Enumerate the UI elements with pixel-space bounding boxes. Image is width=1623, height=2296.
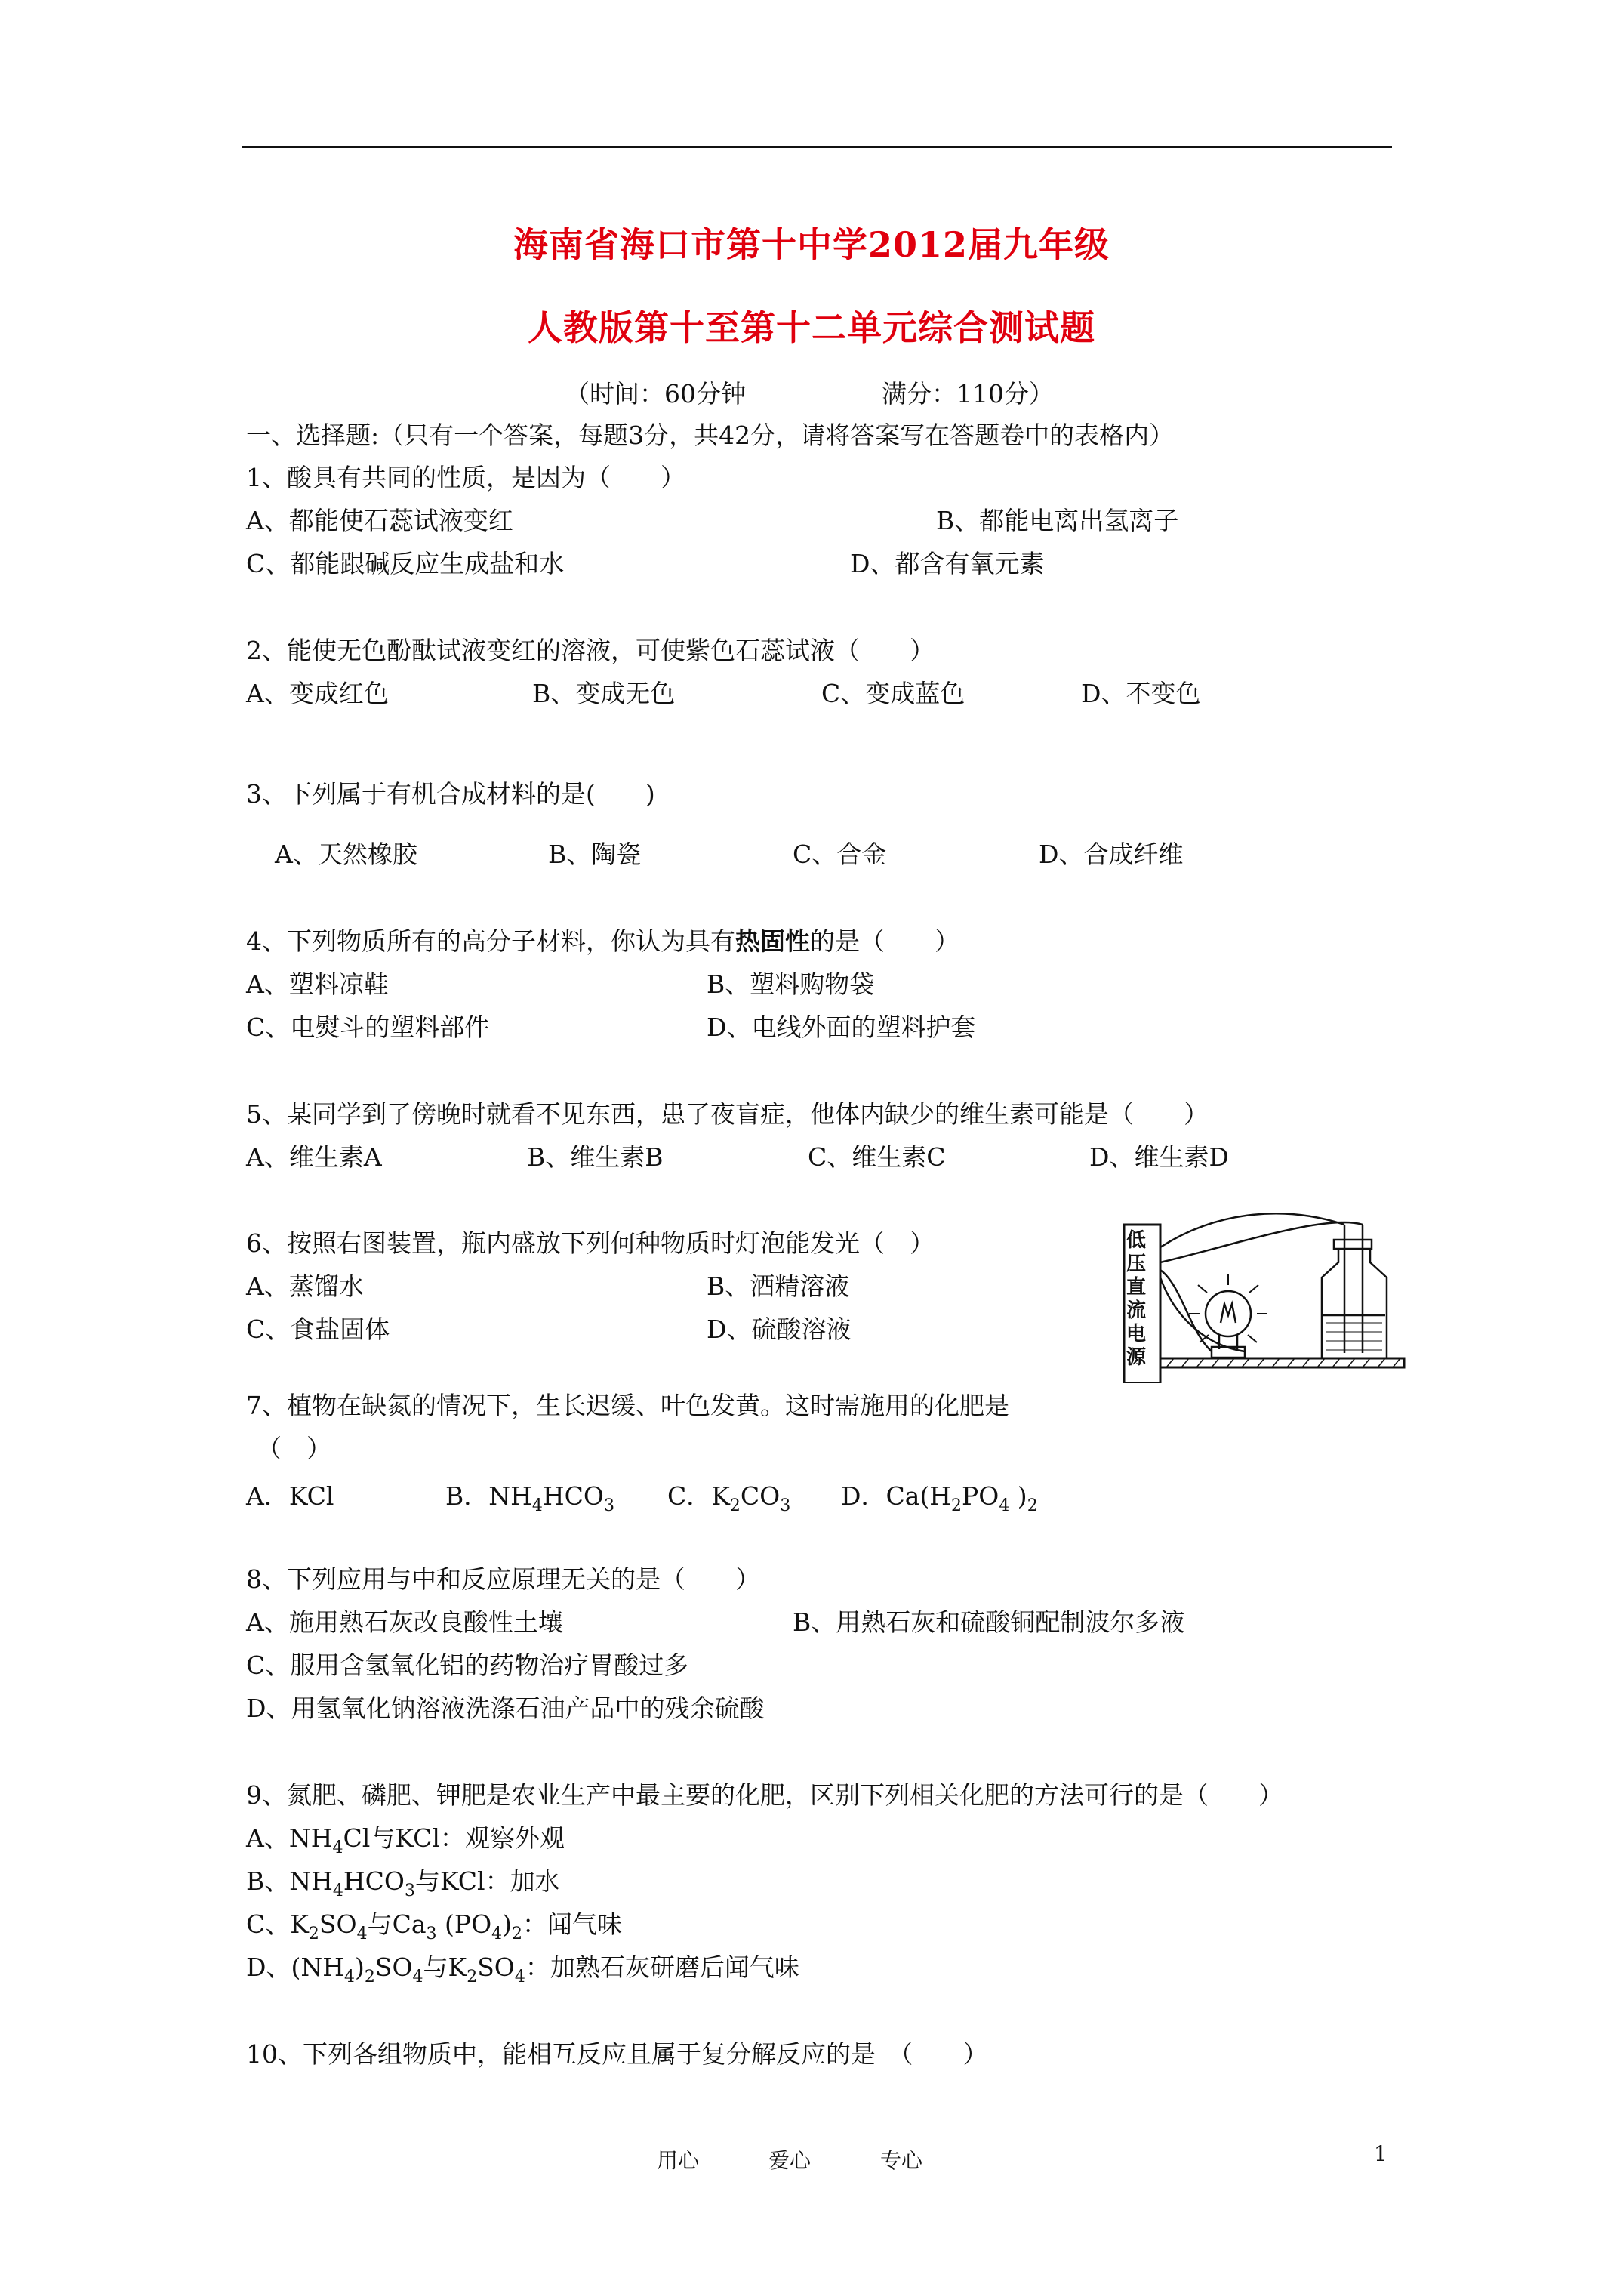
power-source-label: 低压直流电源 xyxy=(1126,1229,1146,1369)
q1-option-d: D、都含有氧元素 xyxy=(850,549,1045,578)
q7-option-a: A．KCl xyxy=(246,1481,334,1511)
question-7-stem: 7、植物在缺氮的情况下，生长迟缓、叶色发黄。这时需施用的化肥是 xyxy=(246,1391,1009,1420)
q2-option-b: B、变成无色 xyxy=(532,679,676,708)
question-10-stem: 10、下列各组物质中，能相互反应且属于复分解反应的是 （ ） xyxy=(246,2039,988,2069)
q9-option-c: C、$K_2SO_4$与$Ca_3$ $(PO_4)_2$：闻气味 xyxy=(246,1909,623,1943)
q9-option-b: B、$NH_4HCO_3$与KCl：加水 xyxy=(246,1866,560,1900)
q5-option-a: A、维生素A xyxy=(246,1142,382,1172)
question-7-paren: （ ） xyxy=(257,1434,331,1463)
score-info: 满分：110分） xyxy=(882,379,1054,408)
question-3-stem: 3、下列属于有机合成材料的是( ) xyxy=(246,779,655,809)
q6-option-b: B、酒精溶液 xyxy=(707,1271,850,1301)
q1-option-a: A、都能使石蕊试液变红 xyxy=(246,506,513,535)
q3-option-d: D、合成纤维 xyxy=(1039,840,1184,869)
q5-option-c: C、维生素C xyxy=(808,1142,946,1172)
q3-option-b: B、陶瓷 xyxy=(548,840,642,869)
q9-option-a: A、$NH_4Cl$与KCl：观察外观 xyxy=(246,1823,565,1857)
q6-option-a: A、蒸馏水 xyxy=(246,1271,364,1301)
bold-term: 热固性 xyxy=(735,926,810,956)
circuit-apparatus-figure xyxy=(1113,1202,1408,1383)
question-2-stem: 2、能使无色酚酞试液变红的溶液，可使紫色石蕊试液（ ） xyxy=(246,636,935,665)
question-6-stem: 6、按照右图装置，瓶内盛放下列何种物质时灯泡能发光（ ） xyxy=(246,1228,935,1258)
q8-option-c: C、服用含氢氧化铝的药物治疗胃酸过多 xyxy=(246,1650,689,1680)
q9-option-d: D、$(NH_4)_2SO_4$与$K_2SO_4$：加熟石灰研磨后闻气味 xyxy=(246,1952,799,1986)
q4-option-a: A、塑料凉鞋 xyxy=(246,969,389,999)
page-number: 1 xyxy=(1374,2141,1387,2166)
q3-option-a: A、天然橡胶 xyxy=(275,840,417,869)
q7-option-b: B．$NH_4HCO_3$ xyxy=(445,1481,614,1515)
q2-option-d: D、不变色 xyxy=(1081,679,1201,708)
q7-option-d: D．$Ca(H_2PO_4$ )$_2$ xyxy=(841,1481,1038,1515)
section-heading: 一、选择题:（只有一个答案，每题3分，共42分，请将答案写在答题卷中的表格内） xyxy=(246,421,1175,450)
q2-option-a: A、变成红色 xyxy=(246,679,389,708)
header-rule xyxy=(242,146,1392,148)
q5-option-d: D、维生素D xyxy=(1089,1142,1229,1172)
question-9-stem: 9、氮肥、磷肥、钾肥是农业生产中最主要的化肥，区别下列相关化肥的方法可行的是（ ） xyxy=(246,1780,1283,1810)
q7-option-c: C．$K_2CO_3$ xyxy=(667,1481,791,1515)
q8-option-b: B、用熟石灰和硫酸铜配制波尔多液 xyxy=(793,1607,1185,1637)
q1-option-b: B、都能电离出氢离子 xyxy=(936,506,1179,535)
question-8-stem: 8、下列应用与中和反应原理无关的是（ ） xyxy=(246,1564,760,1594)
q2-option-c: C、变成蓝色 xyxy=(821,679,965,708)
q3-option-c: C、合金 xyxy=(793,840,887,869)
q8-option-d: D、用氢氧化钠溶液洗涤石油产品中的残余硫酸 xyxy=(246,1693,765,1723)
question-5-stem: 5、某同学到了傍晚时就看不见东西，患了夜盲症，他体内缺少的维生素可能是（ ） xyxy=(246,1099,1209,1129)
q5-option-b: B、维生素B xyxy=(527,1142,664,1172)
q8-option-a: A、施用熟石灰改良酸性土壤 xyxy=(246,1607,563,1637)
q1-option-c: C、都能跟碱反应生成盐和水 xyxy=(246,549,565,578)
title-line1: 海南省海口市第十中学2012届九年级 xyxy=(513,224,1110,265)
title-line2: 人教版第十至第十二单元综合测试题 xyxy=(528,307,1095,348)
footer-motto-2: 爱心 xyxy=(768,2148,812,2173)
question-4-stem: 4、下列物质所有的高分子材料，你认为具有热固性的是（ ） xyxy=(246,926,959,956)
q4-option-c: C、电熨斗的塑料部件 xyxy=(246,1012,490,1042)
q6-option-c: C、食盐固体 xyxy=(246,1314,390,1344)
q4-option-d: D、电线外面的塑料护套 xyxy=(707,1012,976,1042)
footer-motto-1: 用心 xyxy=(657,2148,700,2173)
time-info: （时间：60分钟 xyxy=(565,379,746,408)
q4-option-b: B、塑料购物袋 xyxy=(707,969,875,999)
footer-motto-3: 专心 xyxy=(880,2148,923,2173)
q6-option-d: D、硫酸溶液 xyxy=(707,1314,852,1344)
question-1-stem: 1、酸具有共同的性质，是因为（ ） xyxy=(246,463,685,492)
